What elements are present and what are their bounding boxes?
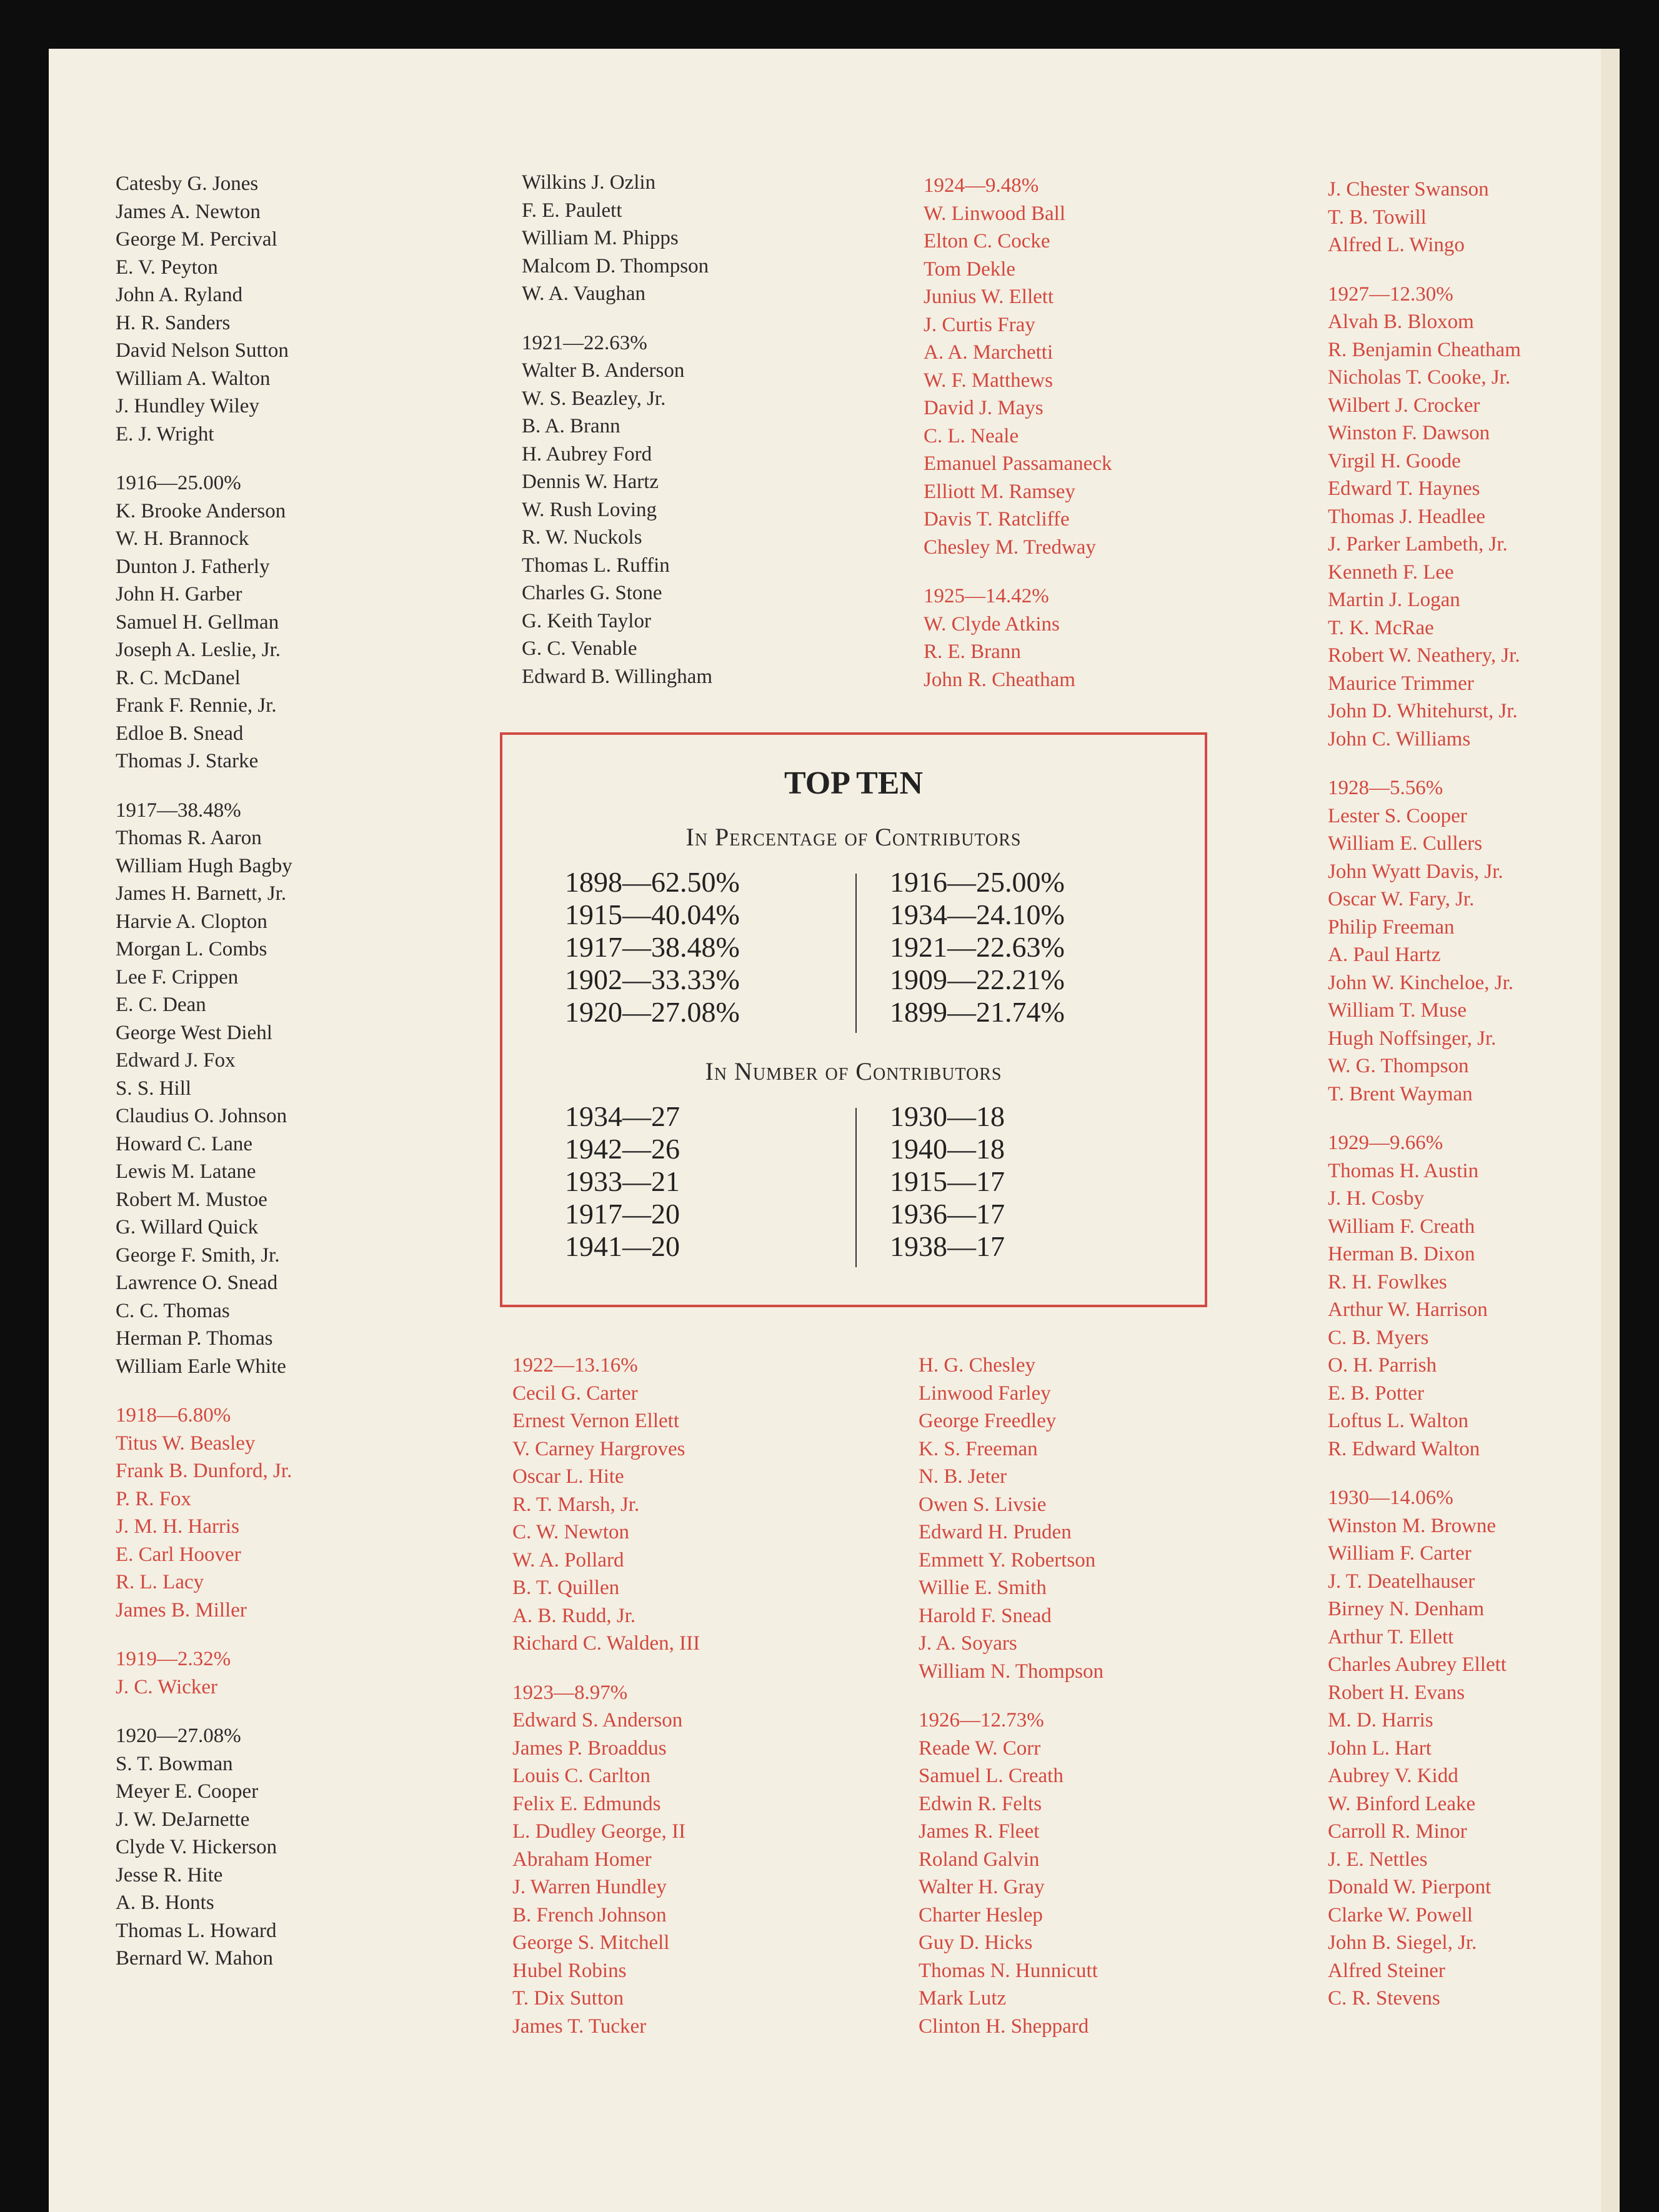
contributor-name: Carroll R. Minor <box>1328 1820 1467 1843</box>
contributor-name: Owen S. Livsie <box>919 1493 1047 1516</box>
contributor-name: A. Paul Hartz <box>1328 944 1441 966</box>
contributor-name: J. Chester Swanson <box>1328 178 1489 201</box>
contributor-name: William N. Thompson <box>919 1660 1104 1683</box>
contributor-name: Abraham Homer <box>512 1848 652 1871</box>
top-ten-entry: 1941—20 <box>565 1230 680 1262</box>
contributor-name: Emanuel Passamaneck <box>924 452 1112 475</box>
contributor-name: James A. Newton <box>116 200 261 223</box>
contributor-name: Arthur W. Harrison <box>1328 1298 1488 1321</box>
percentage-list-left <box>565 866 740 1029</box>
contributor-name: V. Carney Hargroves <box>512 1437 685 1460</box>
contributor-name: M. D. Harris <box>1328 1709 1433 1731</box>
contributor-name: W. Rush Loving <box>522 498 657 521</box>
column-4 <box>1328 176 1521 2013</box>
contributor-name: William E. Cullers <box>1328 832 1483 855</box>
contributor-name: G. Willard Quick <box>116 1216 259 1238</box>
contributor-name: Edward H. Pruden <box>919 1521 1072 1543</box>
contributor-name: Hubel Robins <box>512 1959 627 1982</box>
contributor-name: William F. Carter <box>1328 1542 1472 1565</box>
top-ten-entry: 1916—25.00% <box>890 866 1065 898</box>
contributor-name: T. Brent Wayman <box>1328 1082 1473 1105</box>
contributor-name: James T. Tucker <box>512 2015 647 2038</box>
contributor-name: Titus W. Beasley <box>116 1432 256 1455</box>
contributor-name: J. Curtis Fray <box>924 313 1035 336</box>
contributor-name: Virgil H. Goode <box>1328 449 1461 472</box>
contributor-name: John D. Whitehurst, Jr. <box>1328 700 1518 722</box>
year-heading: 1928—5.56% <box>1328 777 1443 799</box>
contributor-name: William Earle White <box>116 1355 286 1378</box>
number-heading: In Number of Contributors <box>705 1057 1002 1085</box>
contributor-name: Thomas H. Austin <box>1328 1159 1479 1182</box>
contributor-name: Elliott M. Ramsey <box>924 480 1075 503</box>
contributor-name: Hugh Noffsinger, Jr. <box>1328 1027 1497 1050</box>
top-ten-entry: 1899—21.74% <box>890 996 1065 1028</box>
contributor-name: R. W. Nuckols <box>522 526 642 549</box>
contributor-name: G. Keith Taylor <box>522 609 651 632</box>
contributor-name: H. G. Chesley <box>919 1354 1035 1377</box>
contributor-name: Nicholas T. Cooke, Jr. <box>1328 366 1511 389</box>
contributor-name: S. S. Hill <box>116 1077 192 1100</box>
contributor-name: N. B. Jeter <box>919 1465 1007 1488</box>
column-5 <box>512 1352 700 2040</box>
contributor-name: K. S. Freeman <box>919 1437 1038 1460</box>
contributor-name: Charles G. Stone <box>522 582 662 604</box>
contributor-name: O. H. Parrish <box>1328 1354 1437 1377</box>
top-ten-entry: 1909—22.21% <box>890 964 1065 995</box>
column-3 <box>924 172 1112 694</box>
contributor-name: E. Carl Hoover <box>116 1543 241 1566</box>
contributor-name: Samuel H. Gellman <box>116 610 279 634</box>
contributor-name: Catesby G. Jones <box>116 172 259 195</box>
contributor-name: T. B. Towill <box>1328 206 1427 229</box>
contributor-name: W. G. Thompson <box>1328 1055 1469 1077</box>
contributor-name: John H. Garber <box>116 583 242 605</box>
contributor-name: H. R. Sanders <box>116 311 231 334</box>
contributor-name: B. T. Quillen <box>512 1577 620 1599</box>
contributor-name: David Nelson Sutton <box>116 339 289 362</box>
contributor-name: Frank B. Dunford, Jr. <box>116 1460 292 1482</box>
page-edge <box>1601 49 1620 2212</box>
percentage-list-right <box>890 866 1065 1029</box>
contributor-name: F. E. Paulett <box>522 199 622 222</box>
top-ten-entry: 1898—62.50% <box>565 866 740 898</box>
contributor-name: John C. Williams <box>1328 727 1471 750</box>
contributor-name: Thomas R. Aaron <box>116 827 262 849</box>
contributor-name: William T. Muse <box>1328 999 1467 1022</box>
contributor-name: Lewis M. Latane <box>116 1160 256 1183</box>
top-ten-entry: 1917—20 <box>565 1198 680 1230</box>
contributor-name: Clinton H. Sheppard <box>919 2015 1089 2038</box>
contributor-name: J. C. Wicker <box>116 1675 218 1698</box>
contributor-name: John R. Cheatham <box>924 668 1075 691</box>
top-ten-entry: 1942—26 <box>565 1133 680 1165</box>
top-ten-entry: 1940—18 <box>890 1133 1005 1165</box>
contributor-name: Louis C. Carlton <box>512 1765 650 1787</box>
contributor-name: Edwin R. Felts <box>919 1792 1042 1815</box>
contributor-name: R. L. Lacy <box>116 1571 204 1593</box>
percentage-heading: In Percentage of Contributors <box>685 823 1022 851</box>
column-6 <box>919 1352 1104 2040</box>
contributor-name: Davis T. Ratcliffe <box>924 508 1070 531</box>
contributor-name: A. B. Honts <box>116 1891 214 1914</box>
top-ten-entry: 1921—22.63% <box>890 931 1065 963</box>
contributor-name: Wilbert J. Crocker <box>1328 394 1480 417</box>
contributor-name: L. Dudley George, II <box>512 1820 686 1843</box>
contributor-name: H. Aubrey Ford <box>522 442 652 466</box>
contributor-name: Lester S. Cooper <box>1328 804 1467 827</box>
contributor-name: Edward T. Haynes <box>1328 477 1480 500</box>
contributor-name: Malcom D. Thompson <box>522 254 709 277</box>
contributor-name: Lawrence O. Snead <box>116 1272 278 1294</box>
contributor-name: Winston F. Dawson <box>1328 422 1490 444</box>
contributor-name: Samuel L. Creath <box>919 1765 1064 1787</box>
contributor-name: G. C. Venable <box>522 637 637 660</box>
contributor-name: E. B. Potter <box>1328 1382 1424 1405</box>
contributor-name: J. W. DeJarnette <box>116 1808 250 1831</box>
contributor-name: J. Warren Hundley <box>512 1876 667 1898</box>
contributor-name: Claudius O. Johnson <box>116 1105 287 1127</box>
contributor-name: R. T. Marsh, Jr. <box>512 1493 640 1516</box>
contributor-name: Oscar W. Fary, Jr. <box>1328 888 1475 910</box>
contributor-name: George S. Mitchell <box>512 1931 670 1954</box>
contributor-name: W. H. Brannock <box>116 527 249 550</box>
contributor-name: William Hugh Bagby <box>116 854 292 877</box>
contributor-name: William F. Creath <box>1328 1215 1475 1238</box>
contributor-name: Roland Galvin <box>919 1848 1040 1871</box>
contributor-name: Thomas N. Hunnicutt <box>919 1959 1098 1982</box>
contributor-name: J. M. H. Harris <box>116 1515 239 1538</box>
contributor-name: Chesley M. Tredway <box>924 536 1096 559</box>
contributor-name: J. E. Nettles <box>1328 1848 1428 1871</box>
contributor-name: W. Linwood Ball <box>924 202 1066 225</box>
contributor-name: Arthur T. Ellett <box>1328 1625 1454 1648</box>
contributor-name: James P. Broaddus <box>512 1736 667 1760</box>
contributor-name: W. A. Pollard <box>512 1548 624 1572</box>
contributor-name: Edward S. Anderson <box>512 1709 683 1731</box>
year-heading: 1923—8.97% <box>512 1681 628 1704</box>
contributor-name: Thomas L. Howard <box>116 1919 277 1942</box>
contributor-name: C. R. Stevens <box>1328 1987 1440 2010</box>
number-divider <box>855 1108 857 1267</box>
contributor-name: Clarke W. Powell <box>1328 1903 1473 1926</box>
column-2 <box>522 169 712 690</box>
contributor-name: John A. Ryland <box>116 284 243 306</box>
contributor-name: Kenneth F. Lee <box>1328 560 1454 584</box>
year-heading: 1919—2.32% <box>116 1648 231 1670</box>
contributor-name: Winston M. Browne <box>1328 1514 1497 1537</box>
contributor-name: George West Diehl <box>116 1021 272 1044</box>
contributor-name: Donald W. Pierpont <box>1328 1876 1492 1898</box>
contributor-name: J. Parker Lambeth, Jr. <box>1328 533 1508 555</box>
contributor-name: T. K. McRae <box>1328 616 1434 639</box>
contributor-name: W. A. Vaughan <box>522 282 645 305</box>
year-heading: 1922—13.16% <box>512 1354 638 1377</box>
year-heading: 1924—9.48% <box>924 174 1039 197</box>
contributor-name: Aubrey V. Kidd <box>1328 1765 1458 1787</box>
contributor-name: Willie E. Smith <box>919 1577 1047 1599</box>
contributor-name: A. B. Rudd, Jr. <box>512 1604 636 1627</box>
contributor-name: B. French Johnson <box>512 1903 667 1926</box>
contributor-name: George F. Smith, Jr. <box>116 1243 280 1267</box>
contributor-name: C. L. Neale <box>924 424 1019 447</box>
contributor-name: Elton C. Cocke <box>924 230 1050 252</box>
contributor-name: Alfred L. Wingo <box>1328 234 1465 256</box>
contributor-name: R. Edward Walton <box>1328 1437 1480 1460</box>
contributor-name: Robert M. Mustoe <box>116 1188 267 1211</box>
contributor-name: E. V. Peyton <box>116 256 218 279</box>
contributor-name: Harold F. Snead <box>919 1604 1052 1627</box>
contributor-name: Thomas J. Starke <box>116 750 259 772</box>
contributor-name: Thomas J. Headlee <box>1328 505 1485 528</box>
top-ten-entry: 1934—24.10% <box>890 899 1065 930</box>
contributor-name: William A. Walton <box>116 367 271 390</box>
contributor-name: S. T. Bowman <box>116 1752 233 1775</box>
contributor-name: Morgan L. Combs <box>116 938 267 960</box>
top-ten-entry: 1934—27 <box>565 1100 680 1132</box>
contributor-name: W. Clyde Atkins <box>924 612 1060 635</box>
contributor-name: Bernard W. Mahon <box>116 1947 274 1970</box>
contributor-name: Meyer E. Cooper <box>116 1780 259 1803</box>
contributor-name: R. H. Fowlkes <box>1328 1270 1447 1293</box>
contributor-name: James H. Barnett, Jr. <box>116 882 287 905</box>
contributor-name: Guy D. Hicks <box>919 1931 1033 1954</box>
contributor-name: Philip Freeman <box>1328 915 1455 939</box>
contributor-name: W. Binford Leake <box>1328 1792 1476 1815</box>
contributor-name: Felix E. Edmunds <box>512 1792 661 1815</box>
contributor-name: John W. Kincheloe, Jr. <box>1328 971 1513 994</box>
top-ten-entry: 1936—17 <box>890 1198 1005 1230</box>
contributor-name: Herman P. Thomas <box>116 1327 273 1350</box>
contributor-name: Oscar L. Hite <box>512 1465 624 1488</box>
contributor-name: Mark Lutz <box>919 1987 1007 2010</box>
contributor-name: John Wyatt Davis, Jr. <box>1328 860 1503 883</box>
contributor-name: Charles Aubrey Ellett <box>1328 1653 1507 1676</box>
contributor-name: J. Hundley Wiley <box>116 395 259 417</box>
contributor-name: Edloe B. Snead <box>116 722 244 745</box>
contributor-name: T. Dix Sutton <box>512 1987 624 2010</box>
contributor-name: Harvie A. Clopton <box>116 910 267 933</box>
contributor-name: James R. Fleet <box>919 1820 1040 1843</box>
contributor-name: Loftus L. Walton <box>1328 1410 1468 1432</box>
contributor-name: Wilkins J. Ozlin <box>522 171 656 194</box>
top-ten-title: TOP TEN <box>784 765 924 801</box>
contributor-name: Clyde V. Hickerson <box>116 1836 277 1858</box>
contributor-name: Ernest Vernon Ellett <box>512 1410 679 1432</box>
year-heading: 1920—27.08% <box>116 1725 241 1747</box>
contributor-name: Robert W. Neathery, Jr. <box>1328 644 1520 667</box>
year-heading: 1929—9.66% <box>1328 1132 1443 1154</box>
contributor-name: R. E. Brann <box>924 640 1021 663</box>
contributor-name: Junius W. Ellett <box>924 286 1054 308</box>
year-heading: 1926—12.73% <box>919 1709 1044 1731</box>
column-1 <box>116 170 292 1973</box>
contributor-name: Maurice Trimmer <box>1328 672 1474 695</box>
contributor-name: P. R. Fox <box>116 1487 192 1510</box>
contributor-name: Linwood Farley <box>919 1382 1051 1405</box>
year-heading: 1927—12.30% <box>1328 282 1453 306</box>
contributor-name: William M. Phipps <box>522 227 679 249</box>
contributor-name: J. H. Cosby <box>1328 1187 1425 1210</box>
contributor-name: John B. Siegel, Jr. <box>1328 1931 1477 1954</box>
contributor-name: John L. Hart <box>1328 1736 1432 1760</box>
top-ten-entry: 1930—18 <box>890 1100 1005 1132</box>
contributor-name: Charter Heslep <box>919 1903 1043 1926</box>
top-ten-entry: 1902—33.33% <box>565 964 740 995</box>
percentage-divider <box>855 874 857 1033</box>
contributor-name: Walter B. Anderson <box>522 359 685 382</box>
year-heading: 1925—14.42% <box>924 585 1049 607</box>
contributor-name: Frank F. Rennie, Jr. <box>116 694 277 717</box>
contributor-name: W. F. Matthews <box>924 369 1053 392</box>
contributor-name: Jesse R. Hite <box>116 1863 223 1886</box>
contributor-name: Howard C. Lane <box>116 1132 253 1155</box>
top-ten-entry: 1920—27.08% <box>565 996 740 1028</box>
top-ten-entry: 1933—21 <box>565 1165 680 1197</box>
contributor-name: Dunton J. Fatherly <box>116 555 270 578</box>
contributor-name: R. C. McDanel <box>116 666 241 689</box>
contributor-name: David J. Mays <box>924 397 1044 419</box>
contributor-name: Martin J. Logan <box>1328 589 1460 611</box>
contributor-name: J. A. Soyars <box>919 1632 1017 1655</box>
contributor-name: Robert H. Evans <box>1328 1681 1465 1704</box>
contributor-name: Cecil G. Carter <box>512 1382 638 1405</box>
contributor-name: Emmett Y. Robertson <box>919 1548 1096 1572</box>
contributor-name: Reade W. Corr <box>919 1736 1041 1760</box>
contributor-name: Herman B. Dixon <box>1328 1243 1475 1265</box>
contributor-name: Joseph A. Leslie, Jr. <box>116 639 281 661</box>
year-heading: 1930—14.06% <box>1328 1487 1453 1509</box>
contributor-name: Alfred Steiner <box>1328 1959 1445 1982</box>
number-list-left <box>565 1100 680 1263</box>
contributor-name: R. Benjamin Cheatham <box>1328 338 1521 361</box>
contributor-name: B. A. Brann <box>522 415 620 437</box>
contributor-name: W. S. Beazley, Jr. <box>522 387 666 410</box>
top-ten-entry: 1917—38.48% <box>565 931 740 963</box>
top-ten-box <box>500 732 1207 1307</box>
top-ten-entry: 1915—40.04% <box>565 899 740 930</box>
contributor-name: C. B. Myers <box>1328 1326 1429 1349</box>
contributor-name: George M. Percival <box>116 228 277 251</box>
year-heading: 1921—22.63% <box>522 331 647 354</box>
contributor-name: James B. Miller <box>116 1598 247 1622</box>
contributor-name: Edward B. Willingham <box>522 665 713 688</box>
top-ten-entry: 1938—17 <box>890 1230 1005 1262</box>
contributor-name: J. T. Deatelhauser <box>1328 1570 1475 1593</box>
number-list-right <box>890 1100 1005 1263</box>
contributor-name: E. C. Dean <box>116 994 206 1016</box>
contributor-name: C. W. Newton <box>512 1521 630 1543</box>
contributor-name: George Freedley <box>919 1410 1057 1432</box>
contributor-name: Dennis W. Hartz <box>522 471 659 493</box>
contributor-name: Walter H. Gray <box>919 1876 1045 1898</box>
contributor-name: A. A. Marchetti <box>924 341 1054 364</box>
contributor-name: E. J. Wright <box>116 422 214 446</box>
contributor-name: K. Brooke Anderson <box>116 499 286 522</box>
contributor-name: Alvah B. Bloxom <box>1328 311 1474 333</box>
contributor-name: Tom Dekle <box>924 257 1016 281</box>
contributor-name: Edward J. Fox <box>116 1049 236 1072</box>
contributor-name: Richard C. Walden, III <box>512 1632 700 1655</box>
contributor-name: Thomas L. Ruffin <box>522 554 670 577</box>
contributor-name: Lee F. Crippen <box>116 965 239 989</box>
year-heading: 1916—25.00% <box>116 472 241 494</box>
year-heading: 1917—38.48% <box>116 799 241 822</box>
contributor-name: C. C. Thomas <box>116 1299 230 1322</box>
year-heading: 1918—6.80% <box>116 1404 231 1427</box>
top-ten-entry: 1915—17 <box>890 1165 1005 1197</box>
contributor-name: Birney N. Denham <box>1328 1598 1485 1620</box>
